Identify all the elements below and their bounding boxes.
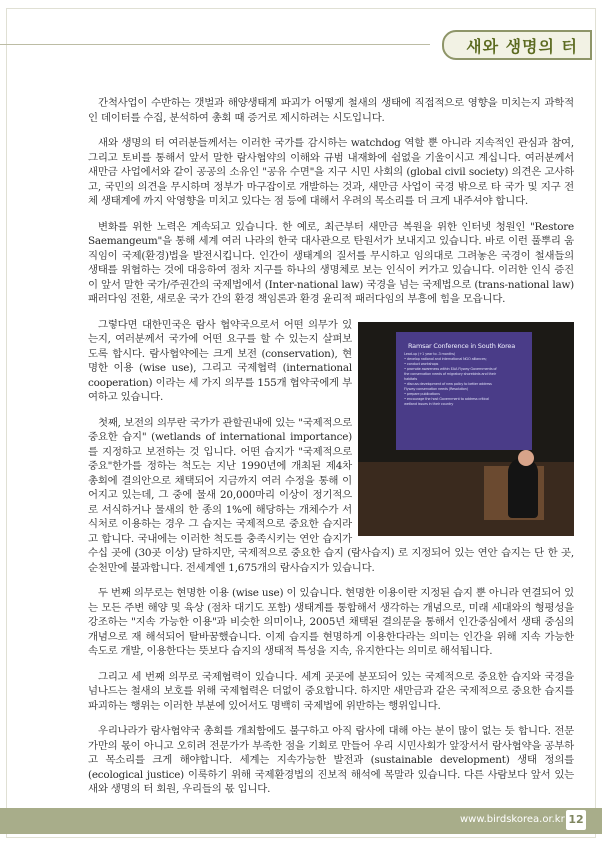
section-title: 새와 생명의 터 xyxy=(466,37,578,56)
footer-url[interactable]: www.birdskorea.or.kr xyxy=(460,814,565,825)
speaker-head xyxy=(518,450,534,466)
paragraph: 우리나라가 람사협약국 총회를 개최함에도 불구하고 아직 람사에 대해 아는 분이 많이 없는 듯 합니다. 전문가만의 몫이 아니고 오히려 전문가가 부족한 점을 기회로 만들어 우리 시민사회가 앞장서서 람사협약을 공부하고 목소리를 크게 해야합니다. 세계는 지속가능한 발전과 (sustainable development) 생태 정의를 (ecological justice) 이룩하기 위해 국제환경법의 진보적 해석에 목말라 있습니다. 다른 사람보다 앞서 있는 새와 생명의 터 회원, 우리들의 몫 입니다. xyxy=(88,725,574,795)
paragraph: 새와 생명의 터 여러분들께서는 이러한 국가를 감시하는 watchdog 역할 뿐 아니라 지속적인 관심과 참여, 그리고 토비를 통해서 앞서 말한 람사협약의 이해와 규범 내재화에 쉼없을 기울이시고 계십니다. 여러분께서 새만금 사업에서와 같이 공공의 소유인 "공유 수면"을 지구 시민 사회의 (global civil society) 의견은 고사하고, 국민의 의견을 무시하며 정부가 마구잡이로 개발하는 것과, 새만금 사업이 국경 밖으로 타 국가 및 지구 전체 생태계에 까지 악영향을 미치고 있다는 점 등에 대해서 우려의 목소리를 더 크게 내주셔야 합니다. xyxy=(88,137,574,207)
article-body xyxy=(88,96,574,808)
paragraph: 변화를 위한 노력은 계속되고 있습니다. 한 예로, 최근부터 새만금 복원을 위한 인터넷 청원인 "Restore Saemangeum"을 통해 세계 여러 나라의 한국 대사관으로 탄원서가 보내지고 있습니다. 바로 이런 풀뿌리 움직임이 국제(환경)법을 발전시킵니다. 인간이 생태계의 질서를 무시하고 임의대로 그려놓은 국경이 철새들의 생태를 위협하는 것에 대응하여 점차 지구를 하나의 생명체로 보는 인식이 커가고 있습니다. 이러한 인식 증진이 앞서 말한 국가/주권간의 국제법에서 (Inter-national law) 국경을 넘는 국제법으로 (trans-national law) 패러다임 전환, 새로운 국가 간의 환경 책임론과 환경 윤리적 패러다임의 부흥에 힘을 모읍니다. xyxy=(88,220,574,305)
paragraph: 첫째, 보전의 의무란 국가가 관할권내에 있는 "국제적으로 중요한 습지" (wetlands of international importance) 를 지정하고 보전하는 것 입니다. 어떤 습지가 "국제적으로 중요"한가를 정하는 척도는 지난 1990년에 개최된 제4차 총회에 결의안으로 채택되어 지금까지 여러 수정을 통해 이어지고 있는데, 그 중에 물새 20,000마리 이상이 정기적으로 서식하거나 물새의 한 종의 1%에 해당하는 개체수가 서식처로 이용하는 경우 그 습지는 국제적으로 중요한 습지라고 합니다. 국내에는 이러한 척도를 충족시키는 연안 습지가 수십 곳에 (30곳 이상) 달하지만, 국제적으로 중요한 습지 (람사습지) 로 지정되어 있는 연안 습지는 단 한 곳, 순천만에 불과합니다. 전세계엔 1,675개의 람사습지가 있습니다. xyxy=(88,416,574,574)
slide-title: Ramsar Conference in South Korea xyxy=(408,341,515,350)
slide-line: Lead-up (+1 year to -3 months) xyxy=(404,351,456,356)
slide-line: • conduct workshops xyxy=(404,361,439,366)
slide-line: the conservation needs of migratory shorebirds and their xyxy=(404,371,496,376)
paragraph: 그리고 세 번째 의무로 국제협력이 있습니다. 세계 곳곳에 분포되어 있는 국제적으로 중요한 습지와 국경을 넘나드는 철새의 보호를 위해 국제협력은 더없이 중요합니다. 하지만 새만금과 같은 국제적으로 중요한 습지를 파괴하는 행위는 이러한 부분에 있어서도 명백히 국제법에 위반하는 행위입니다. xyxy=(88,670,574,712)
slide-line: • develop national and international NGO alliances; xyxy=(404,356,487,361)
slide-line: • promote awareness within EAA Flyway Governments of xyxy=(404,366,497,371)
speaker xyxy=(508,458,538,518)
conference-photo xyxy=(358,322,574,536)
paragraph: 그렇다면 대한민국은 람사 협약국으로서 어떤 의무가 있는지, 여러분께서 국가에 어떤 요구를 할 수 있는지 살펴보도록 합시다. 람사협약에는 크게 보전 (conservation), 현명한 이용 (wise use), 그리고 국제협력 (international cooperation) 이라는 세 가지 의무를 155개 협약국에게 부여하고 있습니다. xyxy=(88,318,352,403)
slide-line: • discuss development of new policy to better address xyxy=(404,381,492,386)
slide-line: wetland issues in their country xyxy=(404,401,454,406)
page-number: 12 xyxy=(566,810,586,830)
paragraph: 간척사업이 수반하는 갯벌과 해양생태계 파괴가 어떻게 철새의 생태에 직접적으로 영향을 미치는지 과학적인 데이터를 수집, 분석하여 총회 때 증거로 제시하려는 시도입니다. xyxy=(88,97,574,124)
slide-line: • encourage the host Government to address critical xyxy=(404,396,489,401)
paragraph: 두 번째 의무로는 현명한 이용 (wise use) 이 있습니다. 현명한 이용이란 지정된 습지 뿐 아니라 연결되어 있는 모든 주변 해양 및 육상 (점차 대기도 포함) 생태계를 통합해서 생각하는 개념으로, 미래 세대와의 형평성을 강조하는 "지속 가능한 이용"과 비슷한 의미이나, 2005년 채택된 결의문을 통해서 인간중심에서 생태 중심의 개념으로 재 해석되어 탈바꿈했습니다. 이제 습지를 현명하게 이용한다라는 의미는 인간을 위해 지속 가능한 속도로 개발, 이용한다는 뜻보다 습지의 생태적 특성을 지속, 유지한다는 의미로 해석됩니다. xyxy=(88,587,574,657)
slide-line: Flyway conservation needs (Resolution) xyxy=(404,386,468,391)
slide-line: habitats xyxy=(404,376,418,381)
slide-line: • prepare publications xyxy=(404,391,440,396)
header-rule xyxy=(0,44,430,45)
slide-body xyxy=(404,352,528,407)
